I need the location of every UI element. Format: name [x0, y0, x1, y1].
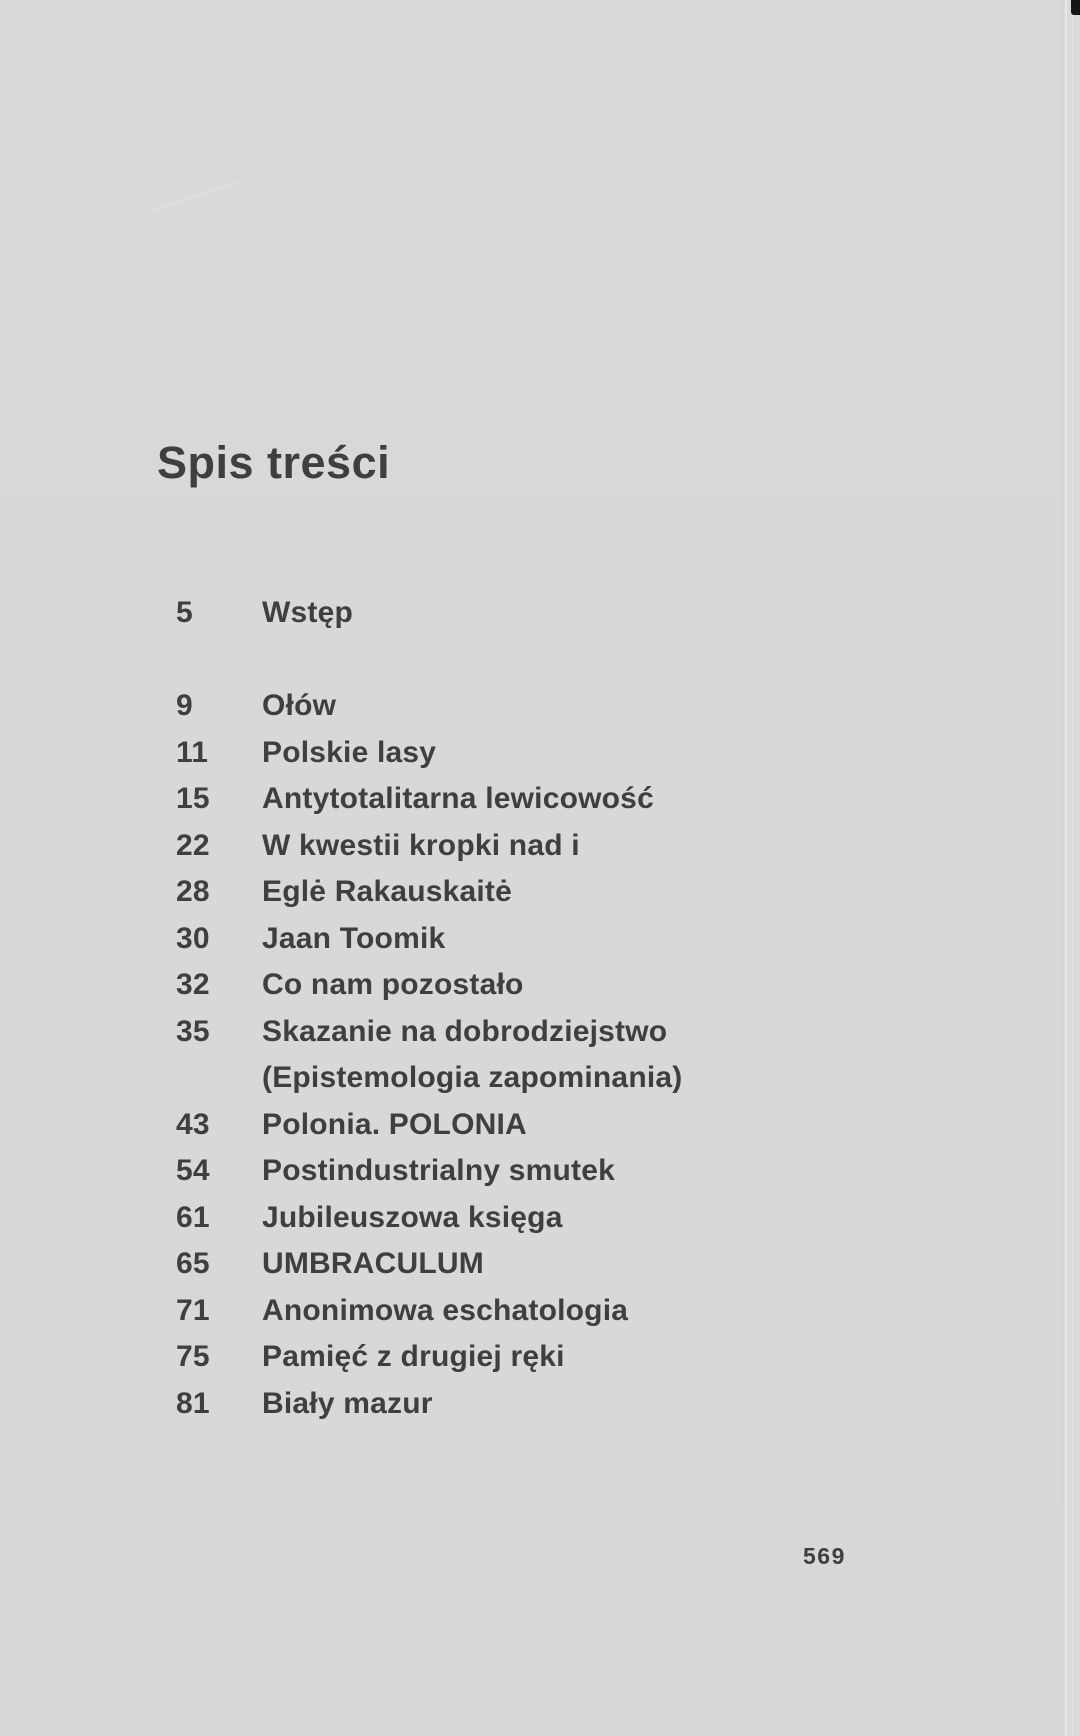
toc-entry — [176, 823, 876, 870]
toc-entry-text — [262, 916, 445, 963]
toc-entry-title: Eglė Rakauskaitė — [262, 875, 512, 908]
toc-entry — [176, 1148, 876, 1195]
toc-entry-text — [262, 869, 512, 916]
scan-scratch-artifact — [152, 181, 239, 212]
toc-entry-page: 71 — [176, 1293, 210, 1327]
toc-entry — [176, 683, 876, 730]
toc-entry-page: 81 — [176, 1386, 210, 1420]
toc-entry-page: 75 — [176, 1340, 210, 1373]
toc-entry-title: W kwestii kropki nad i — [262, 828, 580, 862]
toc-entry — [176, 776, 876, 823]
toc-entry-text — [262, 1241, 484, 1288]
toc-entry-title: Biały mazur — [262, 1386, 433, 1420]
toc-entry — [176, 590, 876, 637]
toc-entry-title: Co nam pozostało — [262, 968, 524, 1001]
toc-entry-page: 22 — [176, 828, 210, 862]
toc-entry-text — [262, 590, 353, 637]
toc-entry-text — [262, 1102, 527, 1149]
toc-entry-text — [262, 683, 336, 730]
toc-entry-page: 5 — [176, 596, 193, 629]
book-page-number: 569 — [803, 1543, 846, 1569]
toc-entry-title: Antytotalitarna lewicowość — [262, 782, 654, 815]
toc-entry-title: Jubileuszowa księga — [262, 1200, 563, 1234]
toc-entry — [176, 869, 876, 916]
toc-entry-page: 30 — [176, 921, 210, 955]
toc-list — [176, 590, 876, 1427]
toc-entry-title: Skazanie na dobrodziejstwo — [262, 1014, 668, 1048]
toc-entry-text — [262, 1148, 615, 1195]
toc-entry-title: UMBRACULUM — [262, 1247, 484, 1280]
scan-page-edge — [1062, 0, 1080, 1736]
toc-entry-text — [262, 1195, 563, 1242]
toc-entry — [176, 1102, 876, 1149]
toc-entry-page: 28 — [176, 875, 210, 908]
toc-entry-text — [262, 962, 524, 1009]
toc-entry-title: Polskie lasy — [262, 735, 437, 769]
toc-entry-text — [262, 776, 654, 823]
toc-entry — [176, 916, 876, 963]
toc-entry-text — [262, 730, 436, 777]
toc-entry-text — [262, 1381, 433, 1428]
toc-entry-text — [262, 823, 580, 870]
toc-entry — [176, 1288, 876, 1335]
toc-entry-title: Anonimowa eschatologia — [262, 1293, 629, 1327]
toc-entry — [176, 1195, 876, 1242]
toc-entry — [176, 1334, 876, 1381]
toc-entry-page: 54 — [176, 1154, 210, 1187]
toc-entry-text — [262, 1288, 628, 1335]
toc-entry-subtitle: (Epistemologia zapominania) — [262, 1061, 683, 1094]
toc-entry — [176, 730, 876, 777]
toc-entry — [176, 1009, 876, 1102]
toc-entry-text — [262, 1009, 682, 1102]
toc-entry-page: 15 — [176, 782, 210, 815]
toc-entry-title: Wstęp — [262, 596, 353, 629]
toc-entry-page: 32 — [176, 968, 210, 1001]
toc-entry — [176, 962, 876, 1009]
toc-entry-text — [262, 1334, 565, 1381]
toc-entry-title: Postindustrialny smutek — [262, 1154, 616, 1187]
toc-entry-title: Pamięć z drugiej ręki — [262, 1340, 565, 1373]
toc-entry-page: 35 — [176, 1014, 210, 1048]
toc-entry-title: Jaan Toomik — [262, 921, 446, 955]
toc-entry — [176, 1381, 876, 1428]
toc-entry-title: Ołów — [262, 689, 337, 722]
toc-entry-page: 61 — [176, 1200, 210, 1234]
scan-corner-artifact — [1071, 0, 1080, 15]
toc-entry-page: 9 — [176, 689, 193, 722]
page-title: Spis treści — [157, 437, 391, 488]
toc-entry-page: 11 — [176, 735, 209, 769]
toc-entry-title: Polonia. POLONIA — [262, 1107, 527, 1141]
toc-entry — [176, 1241, 876, 1288]
toc-entry-page: 43 — [176, 1107, 210, 1141]
toc-entry-page: 65 — [176, 1247, 210, 1280]
